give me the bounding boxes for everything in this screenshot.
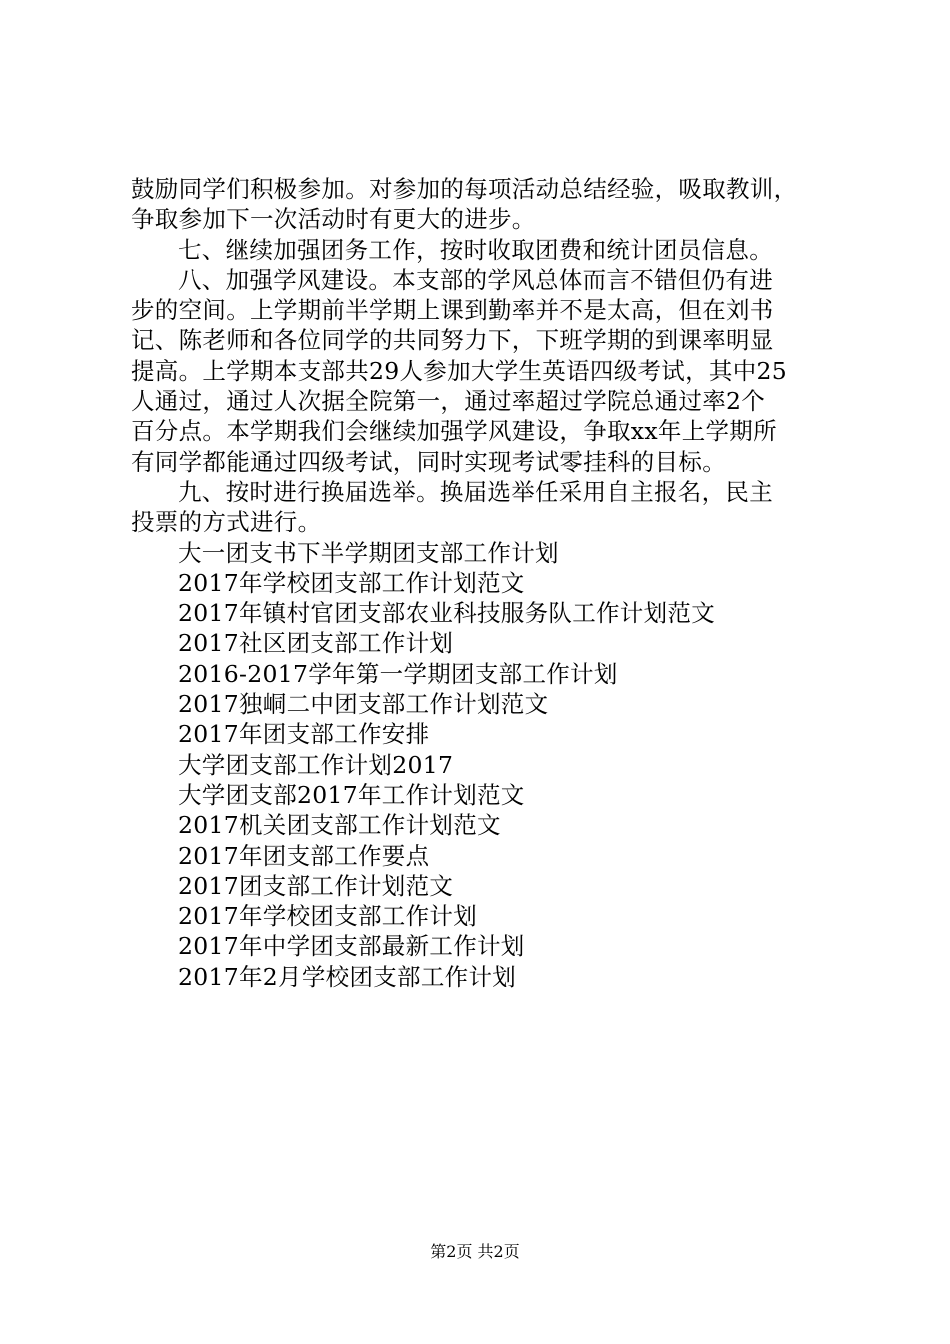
- paragraph-line: 九、按时进行换届选举。换届选举任采用自主报名，民主: [178, 477, 773, 506]
- related-title: 2017年中学团支部最新工作计划: [178, 932, 525, 961]
- paragraph-line: 投票的方式进行。: [131, 508, 322, 537]
- paragraph-line: 鼓励同学们积极参加。对参加的每项活动总结经验，吸取教训，: [131, 175, 798, 203]
- page-footer: [0, 1242, 950, 1262]
- related-title: 2017社区团支部工作计划: [178, 629, 454, 658]
- related-title: 2017年学校团支部工作计划范文: [178, 568, 525, 597]
- document-body: [131, 174, 831, 992]
- related-title: 2017团支部工作计划范文: [178, 871, 454, 900]
- related-title: 2017年团支部工作要点: [178, 841, 430, 870]
- paragraph-line: 记、陈老师和各位同学的共同努力下，下班学期的到课率明显: [131, 326, 774, 355]
- paragraph-line: 百分点。本学期我们会继续加强学风建设，争取xx年上学期所: [131, 417, 777, 446]
- related-title: 2017年镇村官团支部农业科技服务队工作计划范文: [178, 599, 716, 628]
- paragraph-line: 八、加强学风建设。本支部的学风总体而言不错但仍有进: [178, 265, 773, 294]
- page-number: 第2页 共2页: [430, 1242, 520, 1261]
- related-title: 大学团支部2017年工作计划范文: [178, 780, 525, 809]
- paragraph-line: 七、继续加强团务工作，按时收取团费和统计团员信息。: [178, 235, 773, 264]
- related-title: 2017独峒二中团支部工作计划范文: [178, 690, 549, 719]
- related-title: 2017机关团支部工作计划范文: [178, 811, 501, 840]
- paragraph-line: 提高。上学期本支部共29人参加大学生英语四级考试，其中25: [131, 356, 788, 385]
- paragraph-line: 争取参加下一次活动时有更大的进步。: [131, 205, 536, 234]
- related-title: 2017年团支部工作安排: [178, 720, 430, 749]
- paragraph-line: 人通过，通过人次据全院第一，通过率超过学院总通过率2个: [131, 387, 766, 416]
- related-title: 大学团支部工作计划2017: [178, 750, 454, 779]
- related-title: 2017年2月学校团支部工作计划: [178, 962, 517, 991]
- related-title: 2017年学校团支部工作计划: [178, 902, 478, 931]
- paragraph-line: 步的空间。上学期前半学期上课到勤率并不是太高，但在刘书: [131, 296, 774, 325]
- paragraph-line: 有同学都能通过四级考试，同时实现考试零挂科的目标。: [131, 447, 726, 476]
- related-title: 2016-2017学年第一学期团支部工作计划: [178, 659, 618, 688]
- related-title: 大一团支书下半学期团支部工作计划: [178, 538, 559, 567]
